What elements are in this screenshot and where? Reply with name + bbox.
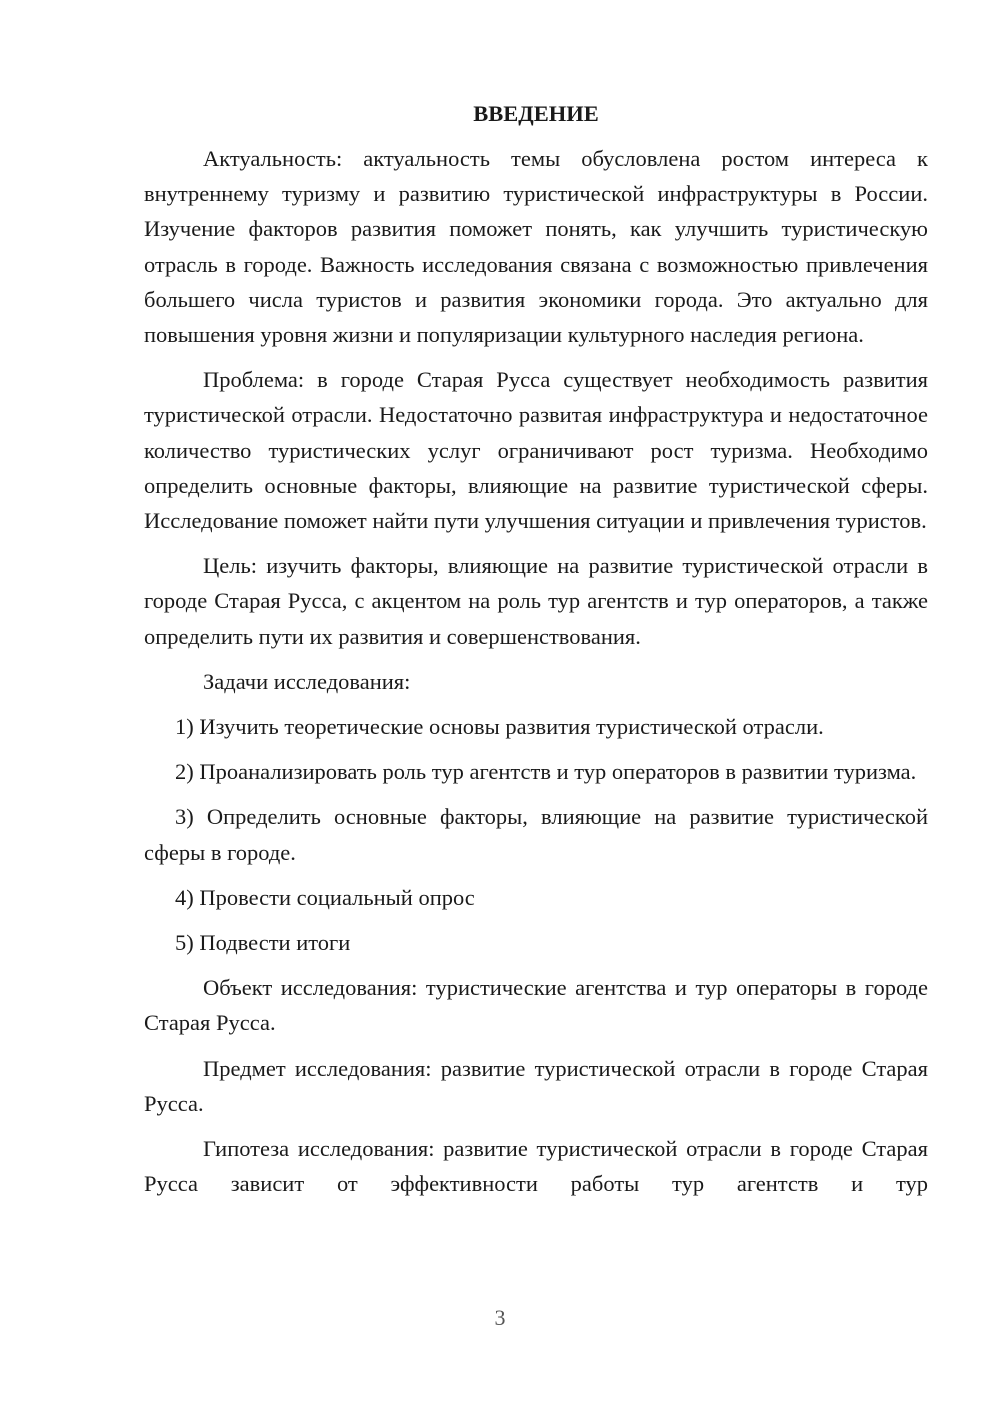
task-item: 5) Подвести итоги [175, 930, 351, 956]
goal-paragraph: Цель: изучить факторы, влияющие на развитие туристической отрасли в городе Старая Русса, с акцентом на роль тур агентств и тур операторов, а также определить пути их развития и совершенствования. [144, 553, 928, 649]
tasks-title: Задачи исследования: [203, 668, 411, 694]
hypothesis-paragraph: Гипотеза исследования: развитие туристической отрасли в городе Старая Русса зависит от эффективности работы тур агентств и тур [144, 1136, 928, 1197]
task-item: 1) Изучить теоретические основы развития туристической отрасли. [175, 714, 824, 740]
document-page [144, 96, 928, 1211]
subject-paragraph: Предмет исследования: развитие туристической отрасли в городе Старая Русса. [144, 1055, 928, 1116]
relevance-paragraph: Актуальность: актуальность темы обусловлена ростом интереса к внутреннему туризму и развитию туристической инфраструктуры в России. Изучение факторов развития поможет понять, как улучшить туристическую отрасль в городе. Важность исследования связана с возможностью привлечения большего числа туристов и развития экономики города. Это актуально для повышения уровня жизни и популяризации культурного наследия региона. [144, 146, 928, 348]
section-heading: ВВЕДЕНИЕ [473, 101, 599, 126]
page-number: 3 [494, 1305, 506, 1330]
task-item: 2) Проанализировать роль тур агентств и тур операторов в развитии туризма. [175, 759, 917, 785]
task-item: 4) Провести социальный опрос [175, 884, 475, 910]
object-paragraph: Объект исследования: туристические агентства и тур операторы в городе Старая Русса. [144, 975, 928, 1036]
task-item: 3) Определить основные факторы, влияющие на развитие туристической сферы в городе. [144, 804, 928, 865]
problem-paragraph: Проблема: в городе Старая Русса существует необходимость развития туристической отрасли. Недостаточно развитая инфраструктура и недостаточное количество туристических услуг ограничивают рост туризма. Необходимо определить основные факторы, влияющие на развитие туристической сферы. Исследование поможет найти пути улучшения ситуации и привлечения туристов. [144, 367, 928, 534]
